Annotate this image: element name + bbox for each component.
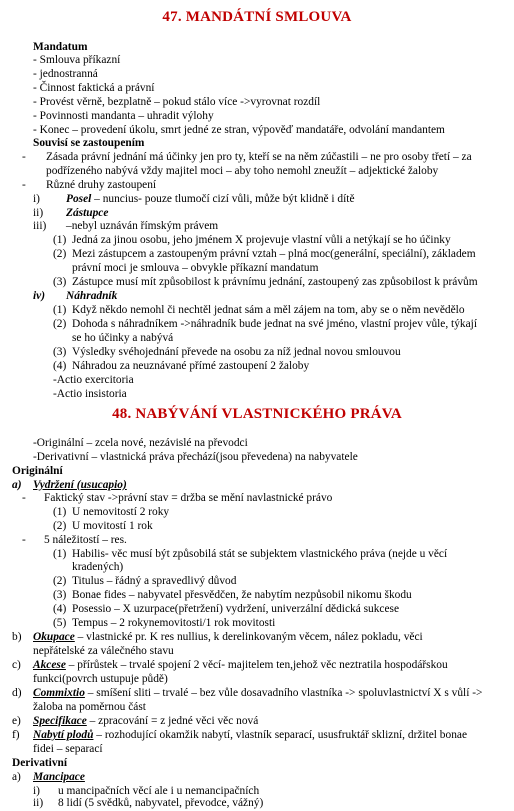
item-number: d) <box>12 687 22 699</box>
action-item: -Actio exercitoria <box>53 374 134 386</box>
term-zastupce: Zástupce <box>66 207 109 219</box>
intro-line: -Derivativní – vlastnická práva přechází(jsou převedena) na nabyvatele <box>33 451 358 463</box>
heading-zastoupeni: Souvisí se zastoupením <box>33 137 145 149</box>
point-number: (1) <box>53 506 67 518</box>
point-text: Tempus – 2 rokynemovitosti/1 rok movitosti <box>72 617 276 629</box>
heading-originalni: Originální <box>12 465 63 477</box>
item-number: ii) <box>33 207 44 219</box>
point-text: Výsledky svéhojednání převede na osobu za níž jednal novou smlouvou <box>72 346 401 358</box>
akcese-text-cont: funkci(povrch ustupuje půdě) <box>33 673 168 685</box>
point-text: U movitostí 1 rok <box>72 520 153 532</box>
kinds-heading: Různé druhy zastoupení <box>46 179 157 191</box>
point-text: Dohoda s náhradníkem ->náhradník bude jednat na své jméno, vlastní projev vůle, týkají <box>72 318 477 330</box>
akcese-item <box>33 659 448 673</box>
intro-line: -Originální – zcela nové, nezávislé na převodci <box>33 437 248 449</box>
point-text: U nemovitostí 2 roky <box>72 506 170 518</box>
point-number: (5) <box>53 617 67 629</box>
okupace-item <box>33 631 423 645</box>
item-number: i) <box>33 785 40 797</box>
term-specifikace: Specifikace <box>33 715 87 727</box>
nalezitosti-text: 5 náležitostí – res. <box>44 534 127 546</box>
bullet-marker: - <box>22 492 26 504</box>
item-number: e) <box>12 715 21 727</box>
commixtio-text: – smíšení sliti – trvalé – bez vůle dosavadního vlastníka -> spoluvlastnictví X s vůlí -> <box>84 687 483 699</box>
mandatum-item: - jednostranná <box>33 68 98 80</box>
point-text: Bonae fides – nabyvatel přesvědčen, že nabytím nezpůsobil nikomu škodu <box>72 589 412 601</box>
akcese-text: – přírůstek – trvalé spojení 2 věcí- majitelem ten,jehož věc neztratila hospodářskou <box>65 659 448 671</box>
fakticky-text: Faktický stav ->právní stav = držba se mění navlastnické právo <box>44 492 333 504</box>
heading-derivativni: Derivativní <box>12 757 68 769</box>
point-text: Zástupce musí mít způsobilost k právnímu jednání, zastoupený zas způsobilost k právům <box>72 276 478 288</box>
point-text: kradených) <box>72 561 124 573</box>
item-number: a) <box>12 771 21 783</box>
point-number: (1) <box>53 304 67 316</box>
section-title-mandate: 47. MANDÁTNÍ SMLOUVA <box>162 9 352 25</box>
term-nabyti-plodu: Nabytí plodů <box>33 729 94 741</box>
point-text: Jedná za jinou osobu, jeho jménem X projevuje vlastní vůli a netýkají se ho účinky <box>72 234 451 246</box>
point-number: (2) <box>53 575 67 587</box>
mancipace-point: 8 lidí (5 svědků, nabyvatel, převodce, vážný) <box>58 797 264 809</box>
principle-line: podřízeného nabývá vždy majitel moci – aby toho nemohl zneužít – adjektické žaloby <box>46 165 439 177</box>
point-number: (2) <box>53 520 67 532</box>
action-item: -Actio insistoria <box>53 388 127 400</box>
mandatum-item: - Konec – provedení úkolu, smrt jedné ze stran, výpověď mandatáře, odvolání mandantem <box>33 124 445 136</box>
mandatum-item: - Smlouva příkazní <box>33 54 121 66</box>
point-text: Habilis- věc musí být způsobilá stát se subjektem vlastnického práva (nejde u věcí <box>72 548 448 560</box>
term-mancipace: Mancipace <box>33 771 85 783</box>
point-text: Náhradou za neuznávané přímé zastoupení 2 žaloby <box>72 360 310 372</box>
point-text: Posessio – X uzurpace(přetržení) vydržení, univerzální dědická sukcese <box>72 603 400 615</box>
point-number: (2) <box>53 248 67 260</box>
specifikace-item <box>33 715 258 729</box>
point-number: (2) <box>53 318 67 330</box>
point-number: (3) <box>53 589 67 601</box>
section-title-ownership: 48. NABÝVÁNÍ VLASTNICKÉHO PRÁVA <box>112 406 402 422</box>
item-number: a) <box>12 479 22 491</box>
iii-text: –nebyl uznáván římským právem <box>66 220 219 232</box>
posel-text: – nuncius- pouze tlumočí cizí vůli, může být klidně i dítě <box>91 193 355 205</box>
item-number: c) <box>12 659 21 671</box>
okupace-text-cont: nepřátelské za válečného stavu <box>33 645 174 657</box>
item-number: ii) <box>33 797 44 809</box>
okupace-text: – vlastnické pr. K res nullius, k derelinkovaným věcem, nález pokladu, věci <box>74 631 423 643</box>
point-text: Mezi zástupcem a zastoupeným právní vztah – plná moc(generální, speciální), základem <box>72 248 476 260</box>
point-number: (4) <box>53 603 67 615</box>
bullet-marker: - <box>22 179 26 191</box>
item-number: b) <box>12 631 22 643</box>
term-nahradnik: Náhradník <box>66 290 118 302</box>
term-posel: Posel <box>66 193 92 205</box>
item-number: iii) <box>33 220 47 232</box>
commixtio-text-cont: žaloba na poměrnou část <box>33 701 146 713</box>
item-number: f) <box>12 729 20 741</box>
mandatum-item: - Provést věrně, bezplatně – pokud stálo více ->vyrovnat rozdíl <box>33 96 321 108</box>
point-number: (4) <box>53 360 67 372</box>
point-number: (1) <box>53 234 67 246</box>
point-text: právní moci je smlouva – obvykle příkazní mandatum <box>72 262 319 274</box>
bullet-marker: - <box>22 151 26 163</box>
bullet-marker: - <box>22 534 26 546</box>
mancipace-point: u mancipačních věcí ale i u nemancipačních <box>58 785 260 797</box>
term-okupace: Okupace <box>33 631 75 643</box>
item-number: i) <box>33 193 40 205</box>
nabyti-plodu-text: – rozhodující okamžik nabytí, vlastník separací, ususfruktář sklizní, držitel bonae <box>93 729 468 741</box>
point-number: (3) <box>53 346 67 358</box>
heading-mandatum: Mandatum <box>33 41 88 53</box>
term-commixtio: Commixtio <box>33 687 85 699</box>
term-akcese: Akcese <box>33 659 66 671</box>
item-number: iv) <box>33 290 46 302</box>
mandatum-item: - Povinnosti mandanta – uhradit výlohy <box>33 110 214 122</box>
specifikace-text: – zpracování = z jedné věci věc nová <box>86 715 259 727</box>
point-text: Když někdo nemohl či nechtěl jednat sám a měl zájem na tom, aby se o něm nevědělo <box>72 304 465 316</box>
principle-line: Zásada právní jednání má účinky jen pro ty, kteří se na něm zúčastili – ne pro osoby třetí – za <box>46 151 472 163</box>
mandatum-item: - Činnost faktická a právní <box>33 82 155 94</box>
point-text: Titulus – řádný a spravedlivý důvod <box>72 575 237 587</box>
point-number: (3) <box>53 276 67 288</box>
term-vydrzeni: Vydržení (usucapio) <box>33 479 127 491</box>
nabyti-plodu-item <box>33 729 467 743</box>
point-number: (1) <box>53 548 67 560</box>
posel-item <box>66 193 355 207</box>
commixtio-item <box>33 687 482 701</box>
nabyti-plodu-text-cont: fidei – separací <box>33 743 103 755</box>
point-text: se ho účinky a nabývá <box>72 332 174 344</box>
